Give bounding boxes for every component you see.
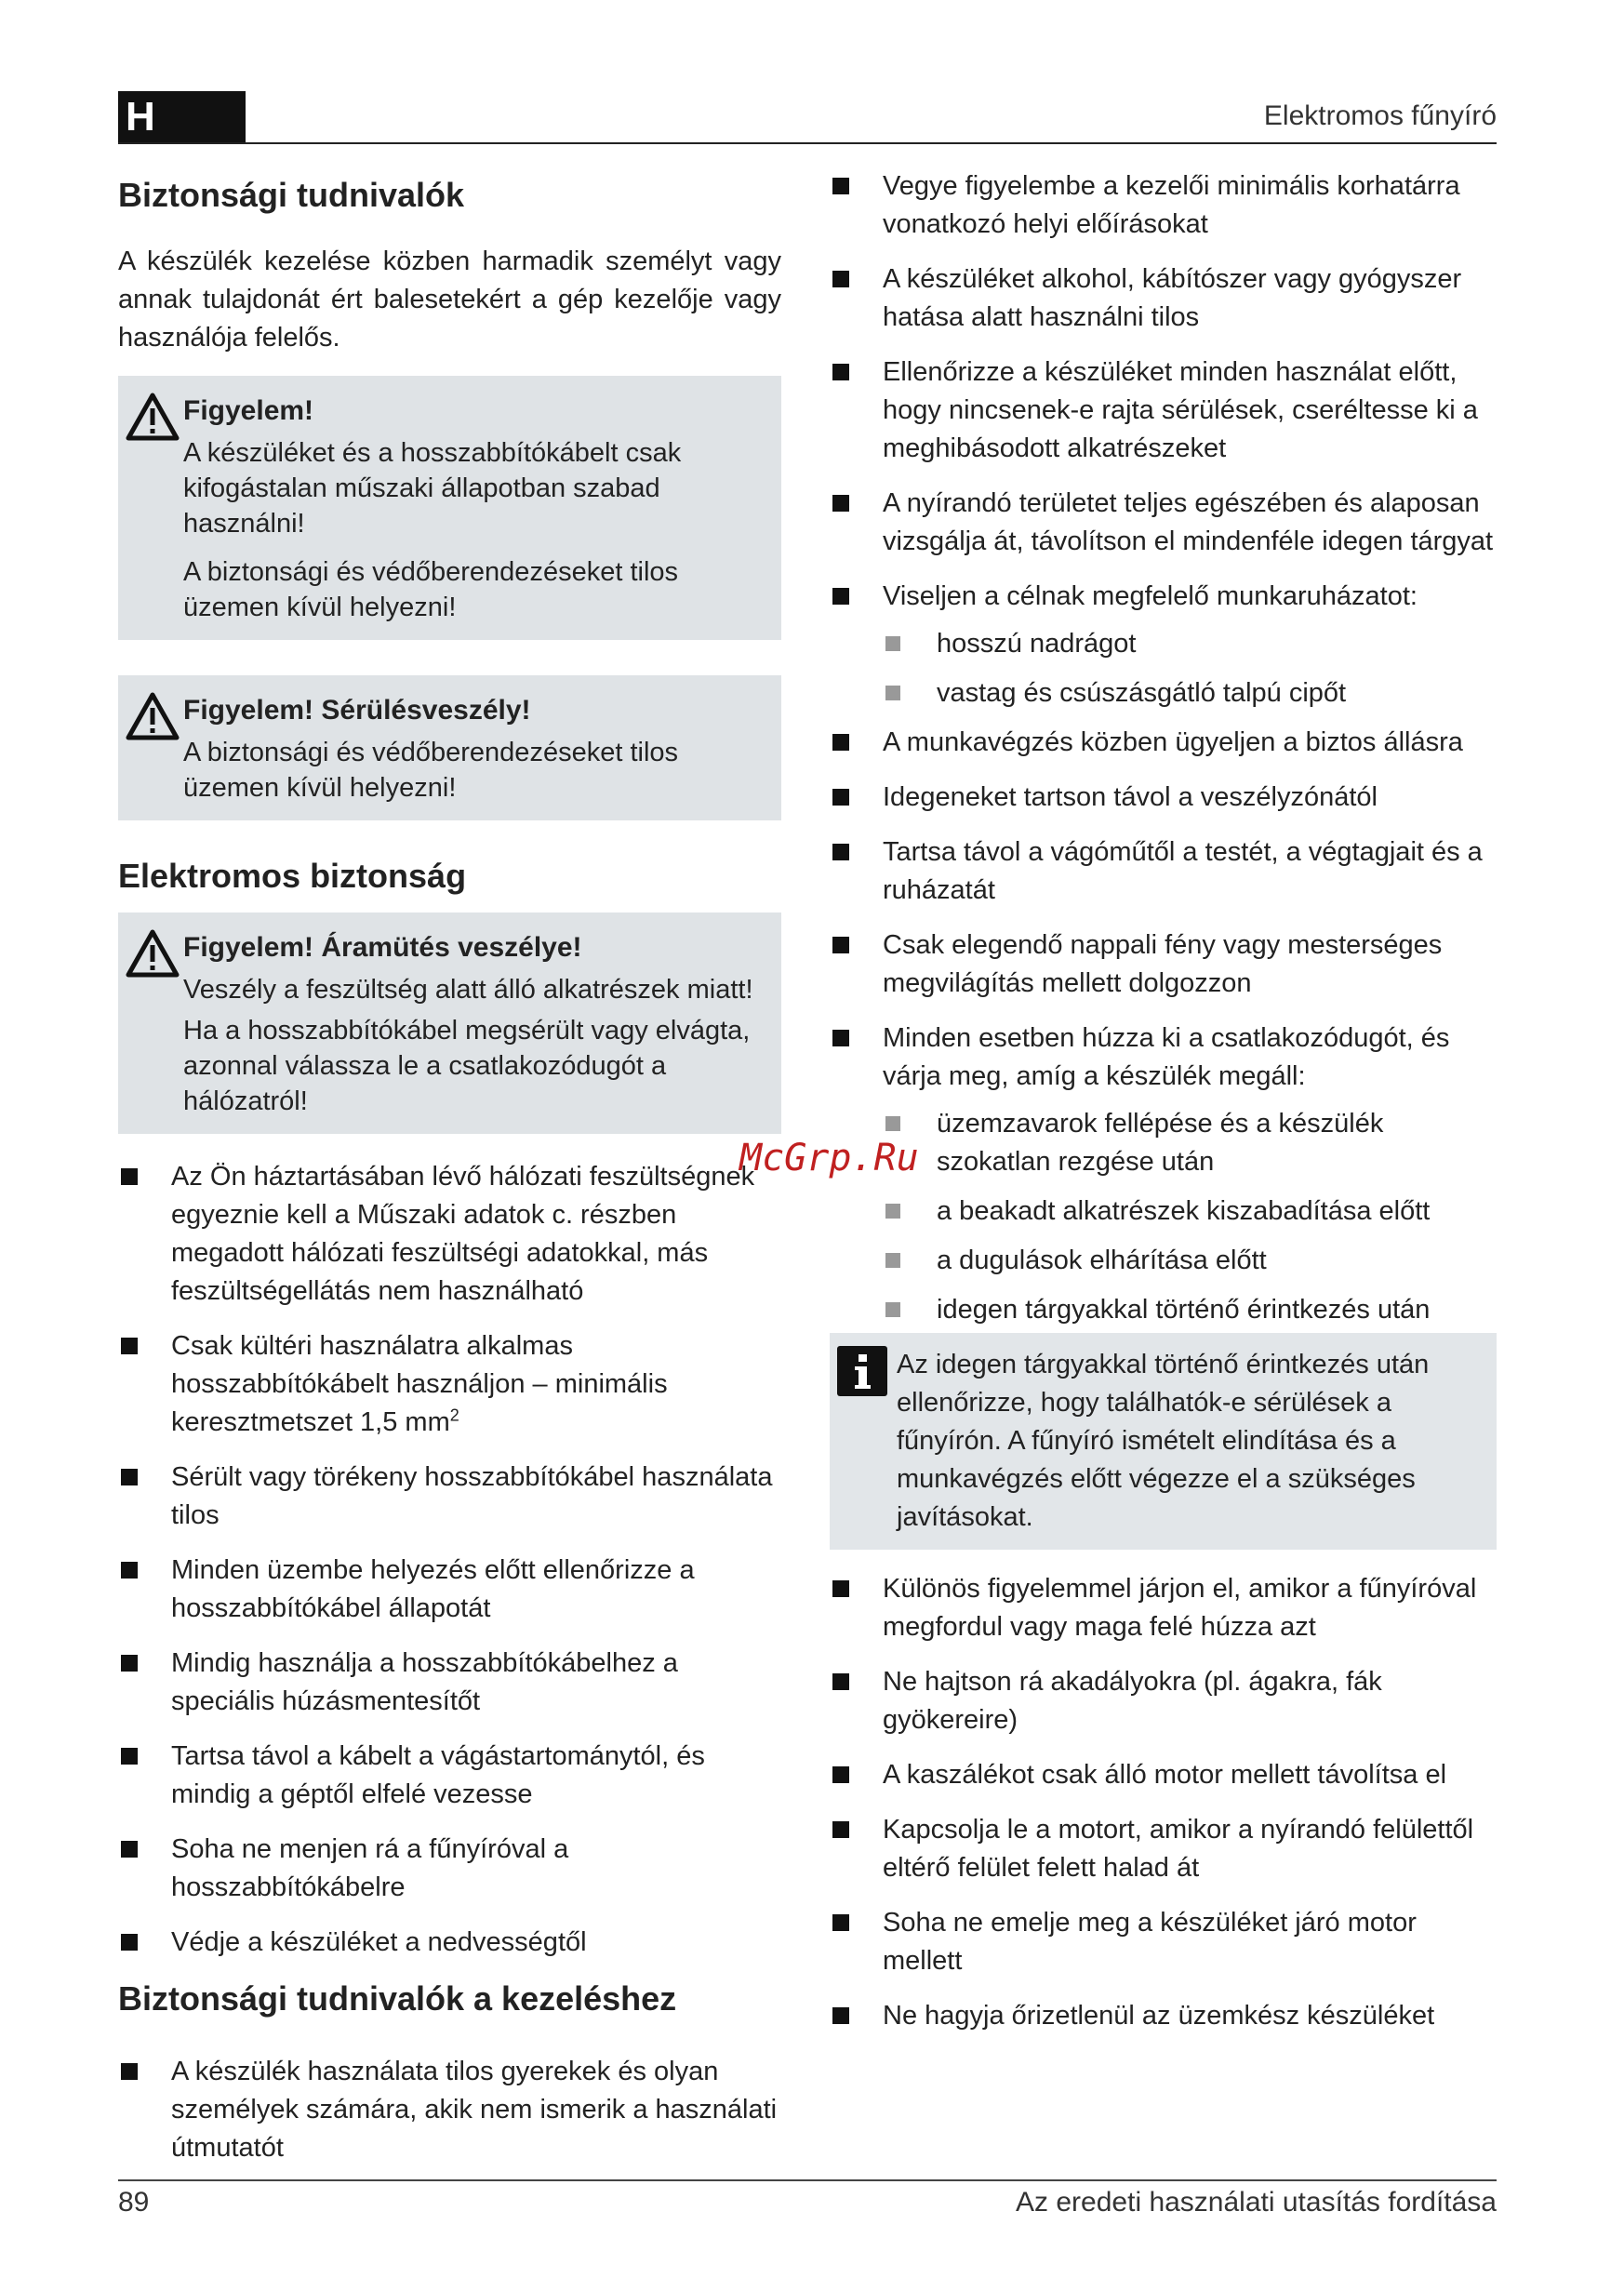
operation-safety-list: [118, 2053, 781, 2167]
list-item: A kaszálékot csak álló motor mellett távolítsa el: [830, 1756, 1497, 1794]
list-item: Csak elegendő nappali fény vagy mesterséges megvilágítás mellett dolgozzon: [830, 926, 1497, 1003]
list-item: Csak kültéri használatra alkalmas hosszabbítókábelt használjon – minimális keresztmetszet 1,5 $mm^2$: [118, 1327, 781, 1442]
electric-safety-list: [118, 1158, 781, 1962]
sublist-item: a dugulások elhárítása előtt: [830, 1242, 1497, 1280]
warning-title: Figyelem! Áramütés veszélye!: [183, 932, 582, 964]
warning-box-electric-shock: [118, 913, 781, 1134]
footer-divider: [118, 2179, 1497, 2181]
unplug-sublist: [830, 1105, 1497, 1329]
list-item: A nyírandó területet teljes egészében és alaposan vizsgálja át, távolítson el mindenféle idegen tárgyat: [830, 485, 1497, 561]
sublist-item: a beakadt alkatrészek kiszabadítása előtt: [830, 1192, 1497, 1231]
sublist-item: hosszú nadrágot: [830, 625, 1497, 663]
section-title-safety: Biztonsági tudnivalók: [118, 176, 465, 214]
list-item: Soha ne menjen rá a fűnyíróval a hosszabbítókábelre: [118, 1831, 781, 1907]
list-item: Idegeneket tartson távol a veszélyzónától: [830, 779, 1497, 817]
list-item: Tartsa távol a vágóműtől a testét, a végtagjait és a ruházatát: [830, 833, 1497, 910]
safety-list-b: [830, 724, 1497, 1096]
list-item: Kapcsolja le a motort, amikor a nyírandó felülettől eltérő felület felett halad át: [830, 1811, 1497, 1887]
warning-text: A biztonsági és védőberendezéseket tilos üzemen kívül helyezni!: [183, 557, 679, 623]
list-item: Minden üzembe helyezés előtt ellenőrizze a hosszabbítókábel állapotát: [118, 1552, 781, 1628]
right-column: [830, 167, 1497, 2052]
list-item: Vegye figyelembe a kezelői minimális korhatárra vonatkozó helyi előírásokat: [830, 167, 1497, 244]
sublist-item: vastag és csúszásgátló talpú cipőt: [830, 674, 1497, 713]
warning-triangle-icon: [126, 393, 183, 625]
intro-paragraph: A készülék kezelése közben harmadik személyt vagy annak tulajdonát ért balesetekért a gép kezelője vagy használója felelős.: [118, 246, 781, 353]
watermark: McGrp.Ru: [739, 1137, 919, 1179]
list-item: Ellenőrizze a készüléket minden használat előtt, hogy nincsenek-e rajta sérülések, cseréltesse ki a meghibásodott alkatrészeket: [830, 353, 1497, 468]
list-item: Különös figyelemmel járjon el, amikor a fűnyíróval megfordul vagy maga felé húzza azt: [830, 1570, 1497, 1646]
list-item: Soha ne emelje meg a készüléket járó motor mellett: [830, 1904, 1497, 1980]
warning-triangle-icon: [126, 929, 183, 1119]
list-item: Sérült vagy törékeny hosszabbítókábel használata tilos: [118, 1459, 781, 1535]
safety-list-c: [830, 1570, 1497, 2035]
clothing-sublist: [830, 625, 1497, 713]
list-item: Ne hajtson rá akadályokra (pl. ágakra, fák gyökereire): [830, 1663, 1497, 1739]
info-note-text: Az idegen tárgyakkal történő érintkezés után ellenőrizze, hogy találhatók-e sérülések a fűnyírón. A fűnyíró ismételt elindítása és a munkavégzés előtt végezze el a szükséges javításokat.: [897, 1350, 1430, 1532]
warning-title: Figyelem!: [183, 395, 314, 427]
warning-title: Figyelem! Sérülésveszély!: [183, 695, 531, 726]
list-item: A készüléket alkohol, kábítószer vagy gyógyszer hatása alatt használni tilos: [830, 260, 1497, 337]
page-number: 89: [118, 2187, 150, 2218]
list-item: Védje a készüléket a nedvességtől: [118, 1924, 781, 1962]
warning-box-injury: [118, 675, 781, 820]
info-note-box: [830, 1333, 1497, 1550]
warning-text: A készüléket és a hosszabbítókábelt csak kifogástalan műszaki állapotban szabad használni!: [183, 438, 682, 540]
sublist-item: idegen tárgyakkal történő érintkezés után: [830, 1291, 1497, 1329]
warning-box: [118, 376, 781, 640]
safety-list-a: [830, 167, 1497, 616]
list-item: Ne hagyja őrizetlenül az üzemkész készüléket: [830, 1997, 1497, 2035]
header-title: Elektromos fűnyíró: [1263, 100, 1497, 131]
language-tab: H: [118, 91, 246, 143]
list-item: Tartsa távol a kábelt a vágástartománytól, és mindig a géptől elfelé vezesse: [118, 1738, 781, 1814]
list-item: Viseljen a célnak megfelelő munkaruházatot:: [830, 578, 1497, 616]
superscript: 2: [449, 1405, 459, 1425]
header-divider: [118, 142, 1497, 144]
warning-triangle-icon: [126, 692, 183, 806]
sublist-item: üzemzavarok fellépése és a készülék szokatlan rezgése után: [830, 1105, 1497, 1181]
left-column: [118, 167, 781, 2184]
list-item: Minden esetben húzza ki a csatlakozódugót, és várja meg, amíg a készülék megáll:: [830, 1019, 1497, 1096]
list-item: Mindig használja a hosszabbítókábelhez a speciális húzásmentesítőt: [118, 1645, 781, 1721]
list-item: A készülék használata tilos gyerekek és olyan személyek számára, akik nem ismerik a használati útmutatót: [118, 2053, 781, 2167]
section-title-electric: Elektromos biztonság: [118, 857, 467, 896]
list-item: A munkavégzés közben ügyeljen a biztos állásra: [830, 724, 1497, 762]
section-title-operation: Biztonsági tudnivalók a kezeléshez: [118, 1979, 677, 2018]
footer-text: Az eredeti használati utasítás fordítása: [1016, 2187, 1497, 2218]
warning-text: Veszély a feszültség alatt álló alkatrészek miatt!: [183, 975, 753, 1006]
warning-text: Ha a hosszabbítókábel megsérült vagy elvágta, azonnal válassza le a csatlakozódugót a hálózatról!: [183, 1016, 751, 1117]
list-item: Az Ön háztartásában lévő hálózati feszültségnek egyeznie kell a Műszaki adatok c. részben megadott hálózati feszültségi adatokkal, más feszültségellátás nem használható: [118, 1158, 781, 1311]
info-icon: [837, 1346, 897, 1537]
warning-text: A biztonsági és védőberendezéseket tilos üzemen kívül helyezni!: [183, 738, 679, 804]
